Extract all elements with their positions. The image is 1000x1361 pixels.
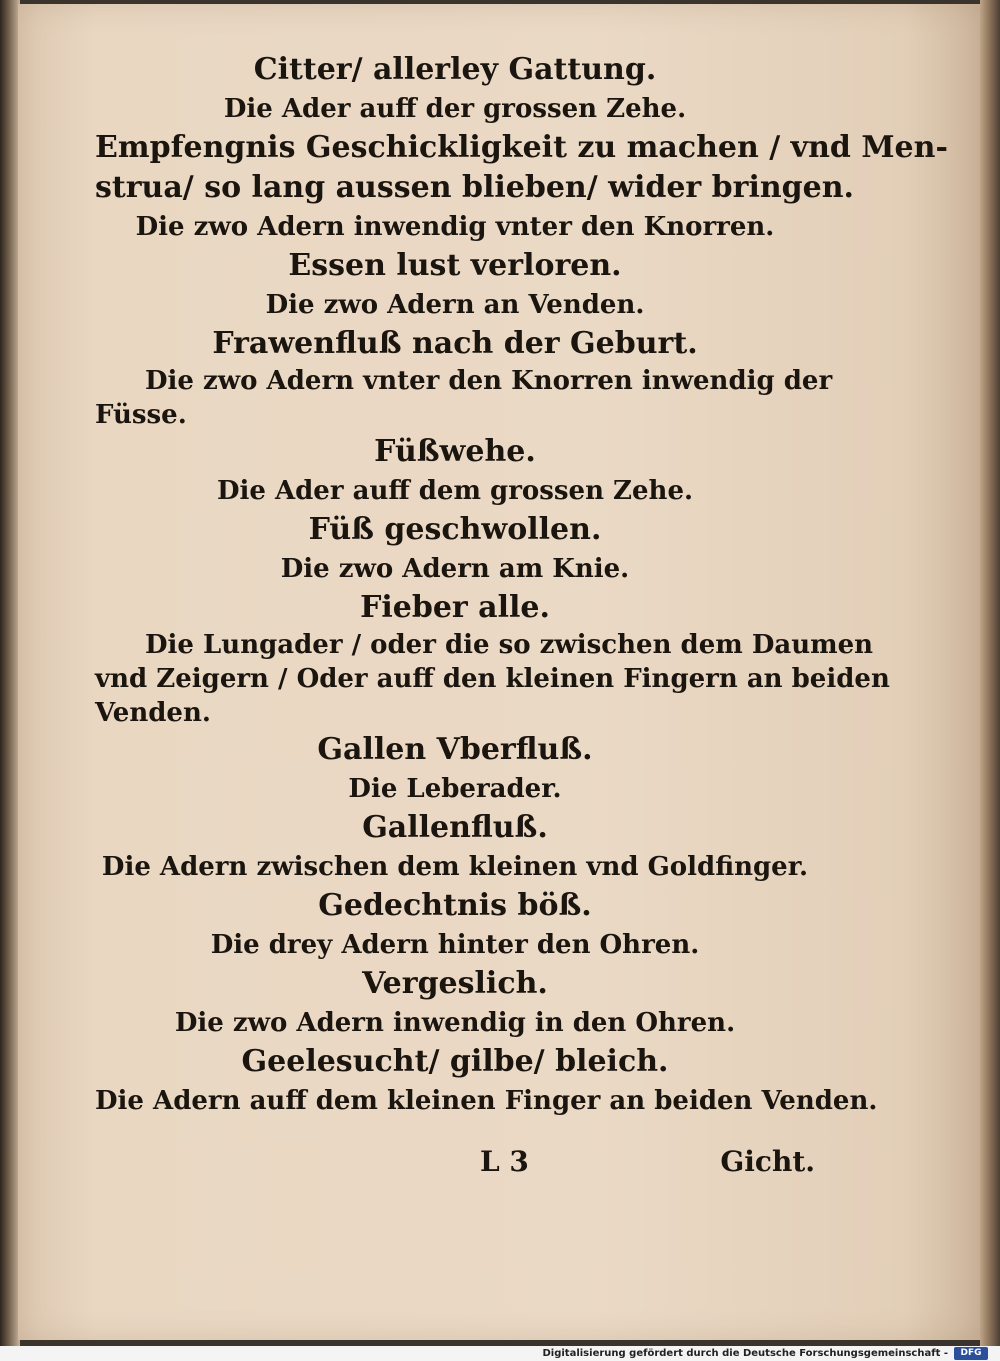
text-line: Venden. <box>95 698 211 728</box>
heading-line: Füßwehe. <box>374 434 536 469</box>
heading-line: Essen lust verloren. <box>288 248 622 283</box>
page-footer <box>95 1145 815 1185</box>
page-edge <box>980 0 1000 1346</box>
text-line: vnd Zeigern / Oder auff den kleinen Fingern an beiden <box>95 664 890 694</box>
heading-line: Füß geschwollen. <box>308 512 602 547</box>
text-line: Die Adern auff dem kleinen Finger an beiden Venden. <box>95 1086 878 1116</box>
text-line: Die zwo Adern inwendig vnter den Knorren. <box>135 212 775 242</box>
dfg-logo: DFG <box>954 1347 988 1360</box>
heading-line: Gallen Vberfluß. <box>317 732 593 767</box>
heading-line: Frawenfluß nach der Geburt. <box>212 326 698 361</box>
heading-line: Fieber alle. <box>360 590 550 625</box>
text-line: Die Lungader / oder die so zwischen dem Daumen <box>145 630 874 660</box>
page-text <box>95 50 948 1120</box>
credit-text: Digitalisierung gefördert durch die Deutsche Forschungsgemeinschaft - <box>542 1348 948 1359</box>
text-line: Die zwo Adern an Venden. <box>265 290 645 320</box>
heading-line: strua/ so lang aussen blieben/ wider bringen. <box>95 170 854 205</box>
heading-line: Gedechtnis böß. <box>318 888 592 923</box>
text-line: Die Ader auff der grossen Zehe. <box>223 94 687 124</box>
text-line: Die drey Adern hinter den Ohren. <box>210 930 700 960</box>
credit-bar <box>0 1346 1000 1361</box>
text-line: Die Ader auff dem grossen Zehe. <box>216 476 694 506</box>
text-line: Die zwo Adern am Knie. <box>280 554 630 584</box>
heading-line: Geelesucht/ gilbe/ bleich. <box>241 1044 669 1079</box>
heading-line: Gallenfluß. <box>362 810 548 845</box>
heading-line: Citter/ allerley Gattung. <box>253 52 657 87</box>
signature-mark: L 3 <box>480 1145 529 1178</box>
text-line: Die Adern zwischen dem kleinen vnd Goldfinger. <box>101 852 809 882</box>
text-line: Füsse. <box>95 400 187 430</box>
catchword: Gicht. <box>720 1145 815 1178</box>
binding-edge <box>0 0 20 1346</box>
text-line: Die zwo Adern inwendig in den Ohren. <box>174 1008 736 1038</box>
text-line: Die zwo Adern vnter den Knorren inwendig der <box>145 366 833 396</box>
text-line: Die Leberader. <box>348 774 562 804</box>
heading-line: Vergeslich. <box>362 966 548 1001</box>
heading-line: Empfengnis Geschickligkeit zu machen / vnd Men- <box>95 130 948 165</box>
